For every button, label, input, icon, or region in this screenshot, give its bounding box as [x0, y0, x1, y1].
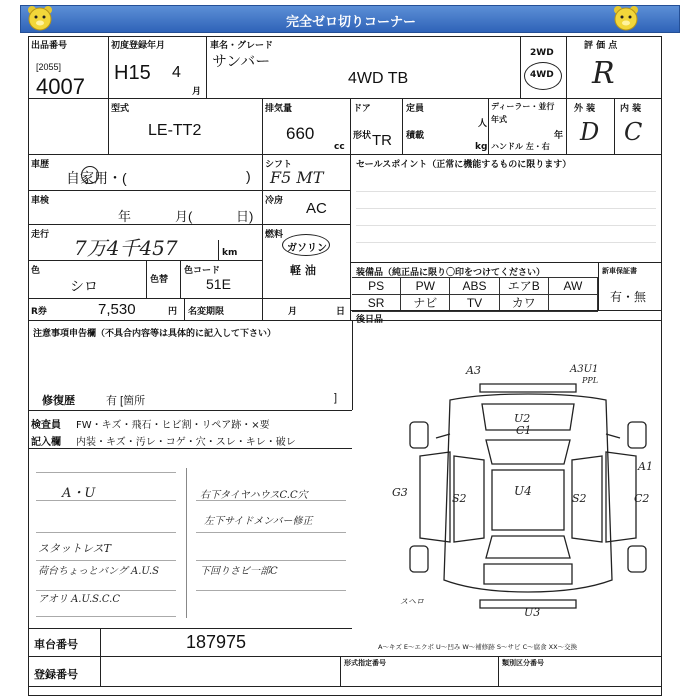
capacity-unit: 人 [478, 119, 488, 129]
diagram-legend: A～キズ E～エクボ U～凹み W～補修跡 S～サビ C～腐食 XX～交換 [378, 643, 578, 651]
capacity-label: 定員 [406, 104, 425, 114]
chassis-value: 187975 [186, 632, 247, 652]
equipment-item: PW [401, 278, 450, 295]
mileage-label: 走行 [31, 230, 50, 240]
reg-label: 初度登録年月 [111, 41, 166, 51]
form-value: TR [372, 132, 392, 149]
selling-points-lines [356, 175, 656, 259]
equipment-item: ABS [450, 278, 499, 295]
diag-s2-left: S2 [452, 492, 467, 505]
selling-points-label: セールスポイント（正常に機能するものに限ります） [356, 160, 572, 170]
name-change-label: 名変期限 [188, 307, 225, 317]
note-left-4: アオリ A.U.S.C.C [38, 594, 120, 605]
type-label: 型式 [111, 104, 130, 114]
repair-label: 修復歴 [42, 394, 75, 407]
diag-c2: C2 [634, 492, 650, 505]
diag-u4: U4 [514, 484, 532, 498]
dealer-label: ディーラー・並行 [491, 102, 555, 111]
shift-value: F5 MT [270, 168, 324, 187]
inspection-year: 年 [118, 209, 132, 224]
int-label: 内 装 [620, 104, 642, 114]
cc-value: 660 [286, 124, 315, 143]
load-unit: kg [475, 142, 488, 152]
diag-wo: スヘロ [400, 597, 424, 606]
lot-label: 出品番号 [31, 41, 68, 51]
repair-value: 有 [箇所 [106, 395, 146, 407]
ext-label: 外 装 [574, 104, 596, 114]
note-right-3: 下回りさビ一部C [200, 566, 278, 577]
fuel-alt: 軽 油 [290, 264, 316, 277]
mileage-unit: km [222, 248, 238, 258]
equipment-item: カワ [500, 295, 549, 312]
chassis-label: 車台番号 [34, 638, 78, 651]
car-name: サンバー [212, 53, 271, 70]
ext-grade: D [580, 118, 600, 146]
reg-month: 4 [172, 64, 181, 81]
use-label: 車歴 [31, 160, 50, 170]
aircon-label: 冷房 [265, 196, 284, 206]
model-label: 車名・グレード [210, 41, 274, 51]
inspection-day: 日) [236, 209, 254, 224]
lot-number: 4007 [36, 74, 85, 99]
type-value: LE-TT2 [148, 122, 202, 139]
handle-label: ハンドル 左・右 [491, 142, 550, 151]
inspection-month: 月( [175, 209, 193, 224]
reg-month-unit: 月 [192, 87, 202, 97]
rating-label: 評 価 点 [584, 41, 618, 51]
diag-c1: C1 [516, 424, 532, 437]
recycle-value: 7,530 [98, 301, 136, 318]
aircon-value: AC [306, 200, 327, 217]
reg-era: H15 [114, 62, 151, 84]
equipment-grid [352, 277, 598, 312]
diag-a3u1: A3U1 [570, 364, 599, 375]
diag-g3: G3 [392, 486, 408, 499]
use-value: 自家用・( [66, 170, 127, 186]
inspector-row1-value: FW・キズ・飛石・ヒビ割・リペア跡・×要 [76, 420, 270, 431]
color-value: シロ [70, 278, 98, 294]
class-label: 類別区分番号 [502, 659, 544, 667]
inspector-row1-label: 検査員 [31, 420, 61, 431]
color-label: 色 [31, 266, 41, 276]
fuel-value: ガソリン [287, 243, 327, 254]
color-code: 51E [206, 276, 231, 292]
recycle-label: R券 [31, 307, 47, 317]
cert-label: 形式指定番号 [344, 659, 386, 667]
equipment-item: ナビ [401, 295, 450, 312]
use-close: ) [246, 168, 251, 184]
drive-2wd: 2WD [530, 48, 554, 58]
int-grade: C [624, 118, 643, 146]
inspector-row2-value: 内装・キズ・汚レ・コゲ・穴・スレ・キレ・破レ [76, 437, 296, 448]
use-circle [81, 166, 99, 184]
cc-label: 排気量 [265, 104, 293, 114]
diag-u3: U3 [524, 606, 541, 619]
inspection-label: 車検 [31, 196, 50, 206]
color-change-label: 色替 [150, 275, 169, 285]
diag-ppl: PPL [582, 376, 599, 385]
note-right-2: 左下サイドメンバー修正 [204, 516, 313, 527]
load-label: 積載 [406, 131, 425, 141]
diag-a3: A3 [466, 364, 481, 377]
repair-close: ] [334, 392, 338, 404]
bear-mascot-icon [26, 4, 54, 32]
note-left-1: A・U [62, 486, 96, 501]
door-label: ドア [353, 104, 371, 114]
name-change-month: 月 [288, 307, 298, 317]
color-code-label: 色コード [184, 266, 221, 276]
reg-number-label: 登録番号 [34, 668, 78, 681]
diag-a1: A1 [638, 460, 653, 473]
bear-mascot-icon [612, 4, 640, 32]
equipment-item: エアB [500, 278, 549, 295]
year-unit: 年 [554, 131, 564, 141]
year-label: 年式 [491, 115, 507, 124]
shift-label: シフト [265, 160, 293, 170]
note-left-2: スタットレスT [38, 542, 112, 555]
name-change-day: 日 [336, 307, 346, 317]
form-label: 形状 [353, 131, 372, 141]
banner-title: 完全ゼロ切りコーナー [285, 15, 416, 30]
equipment-item: PS [352, 278, 401, 295]
inspector-row2-label: 記入欄 [31, 437, 61, 448]
rating-value: R [592, 56, 615, 91]
recycle-unit: 円 [168, 307, 178, 317]
note-right-1: 右下タイヤハウスC.C穴 [200, 490, 308, 501]
retrofit-label: 後日品 [356, 315, 384, 325]
title-banner [20, 5, 680, 33]
note-left-3: 荷台ちょっとバング A.U.S [38, 566, 159, 577]
lot-sub: [2055] [36, 62, 62, 72]
fuel-label: 燃料 [265, 230, 284, 240]
equipment-item: SR [352, 295, 401, 312]
notes-label: 注意事項申告欄（不具合内容等は具体的に記入して下さい） [33, 329, 277, 339]
drive-4wd: 4WD [530, 70, 554, 80]
equipment-item: AW [549, 278, 598, 295]
mileage-value: 7万4千457 [74, 236, 178, 260]
cc-unit: cc [334, 142, 345, 152]
diag-u2: U2 [514, 412, 531, 425]
diag-s2-right: S2 [572, 492, 587, 505]
equipment-item: TV [450, 295, 499, 312]
grade: 4WD TB [348, 70, 409, 87]
spare-value: 有・無 [610, 290, 647, 304]
spare-label: 新車保証書 [602, 267, 637, 275]
equipment-label: 装備品（純正品に限り〇印をつけてください） [356, 268, 546, 278]
